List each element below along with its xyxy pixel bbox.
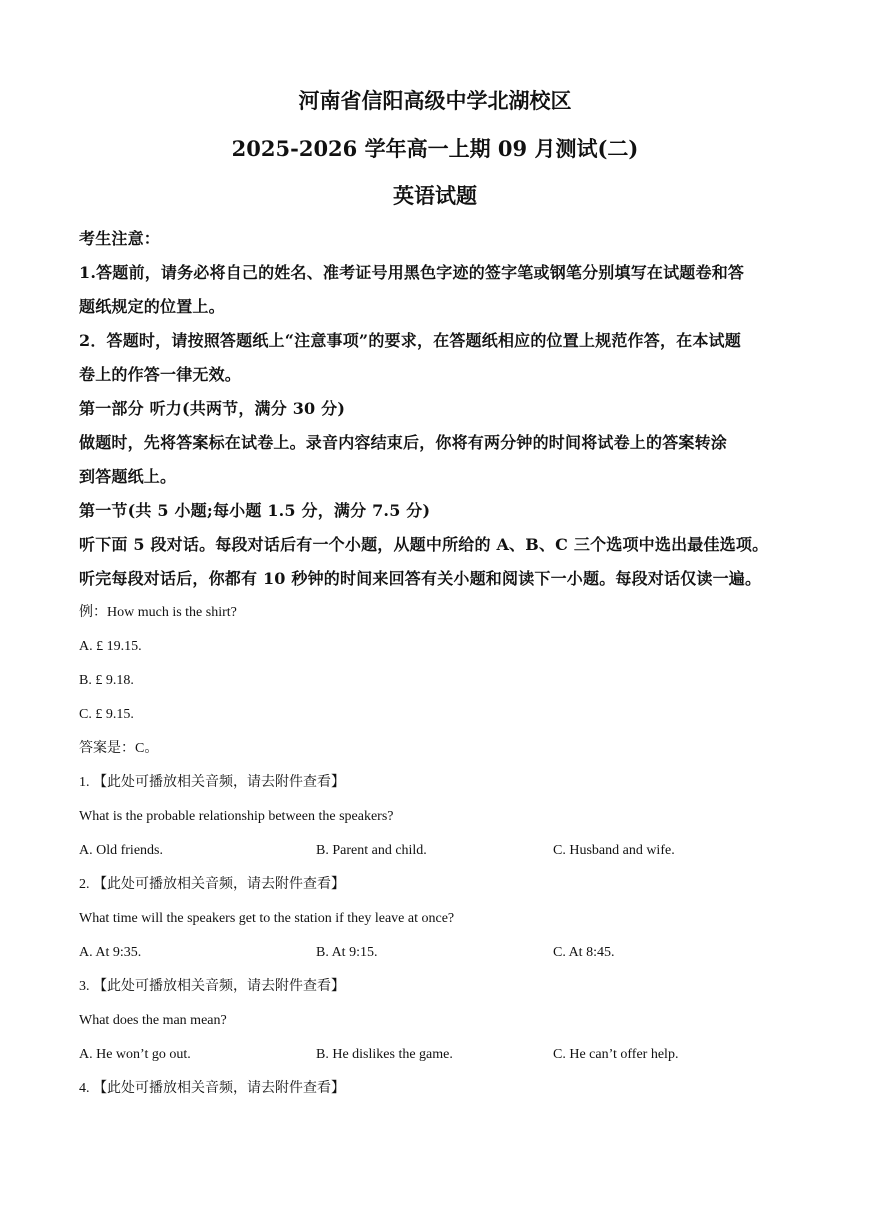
q2-text: What time will the speakers get to the station if they leave at once? [79, 911, 455, 926]
q2-option-a: A. At 9:35. [79, 945, 142, 960]
q1-option-a: A. Old friends. [79, 843, 163, 858]
q1-option-b: B. Parent and child. [316, 843, 427, 858]
q1-audio-link[interactable]: 1. 【此处可播放相关音频，请去附件查看】 [79, 775, 345, 790]
example-option-a: A. £ 19.15. [79, 639, 142, 654]
exam-body [79, 222, 794, 1106]
q2-option-b: B. At 9:15. [316, 945, 378, 960]
q1-options [79, 834, 794, 868]
school-title: 河南省信阳高级中学北湖校区 [298, 88, 572, 113]
q4-audio-link[interactable]: 4. 【此处可播放相关音频，请去附件查看】 [79, 1081, 345, 1096]
notice-item1-line2: 题纸规定的位置上。 [79, 297, 225, 316]
exam-title: 2025-2026 学年高一上期 09 月测试(二) [231, 136, 639, 161]
q2-options [79, 936, 794, 970]
q2-audio-link[interactable]: 2. 【此处可播放相关音频，请去附件查看】 [79, 877, 345, 892]
q3-text: What does the man mean? [79, 1013, 227, 1028]
section1-heading: 第一节(共 5 小题;每小题 1.5 分，满分 7.5 分) [79, 501, 431, 520]
q3-option-b: B. He dislikes the game. [316, 1047, 453, 1062]
notice-item1-line1: 1.答题前，请务必将自己的姓名、准考证号用黑色字迹的签字笔或钢笔分别填写在试题卷和答 [79, 263, 745, 282]
example-option-c: C. £ 9.15. [79, 707, 134, 722]
q3-options [79, 1038, 794, 1072]
notice-item2-line2: 卷上的作答一律无效。 [79, 365, 242, 384]
example-answer: 答案是：C。 [79, 741, 159, 756]
notice-heading: 考生注意： [79, 229, 161, 248]
example-question: 例：How much is the shirt? [79, 605, 237, 620]
subject-title: 英语试题 [393, 183, 477, 208]
notice-item2-line1: 2．答题时，请按照答题纸上“注意事项”的要求，在答题纸相应的位置上规范作答，在本试题 [79, 331, 741, 350]
q3-audio-link[interactable]: 3. 【此处可播放相关音频，请去附件查看】 [79, 979, 345, 994]
part1-instr-line1: 做题时，先将答案标在试卷上。录音内容结束后，你将有两分钟的时间将试卷上的答案转涂 [79, 433, 728, 452]
section1-instr-line2: 听完每段对话后，你都有 10 秒钟的时间来回答有关小题和阅读下一小题。每段对话仅读一遍。 [79, 569, 762, 588]
q3-option-c: C. He can’t offer help. [553, 1047, 679, 1062]
example-option-b: B. £ 9.18. [79, 673, 134, 688]
section1-instr-line1: 听下面 5 段对话。每段对话后有一个小题，从题中所给的 A、B、C 三个选项中选出最佳选项。 [79, 535, 769, 554]
part1-heading: 第一部分 听力(共两节，满分 30 分) [79, 399, 346, 418]
q3-option-a: A. He won’t go out. [79, 1047, 191, 1062]
q2-option-c: C. At 8:45. [553, 945, 615, 960]
q1-text: What is the probable relationship between the speakers? [79, 809, 394, 824]
q1-option-c: C. Husband and wife. [553, 843, 675, 858]
part1-instr-line2: 到答题纸上。 [79, 467, 177, 486]
